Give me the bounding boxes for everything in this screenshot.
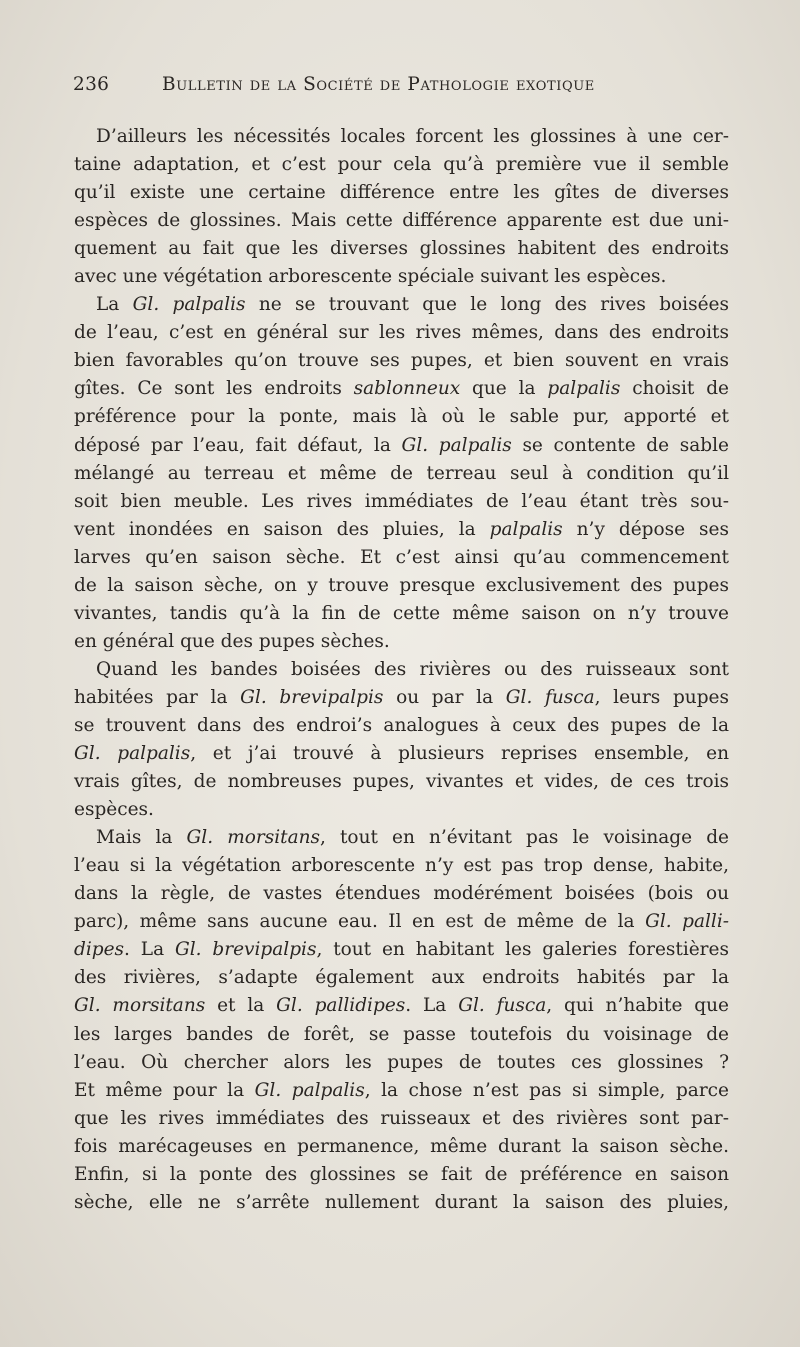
text-line [74,656,729,684]
text-segment: fois marécageuses en permanence, même durant la saison sèche. [74,1135,729,1157]
text-line [74,880,729,908]
text-segment: vent inondées en saison des pluies, la [74,518,490,540]
page-number: 236 [73,74,110,95]
text-line [74,516,729,544]
text-line [74,291,729,319]
text-segment: ’ [356,714,363,736]
text-segment: , leurs pupes [594,686,729,708]
text-line [74,1049,729,1077]
text-segment: mélangé au terreau et même de terreau seul à condition qu’il [74,462,729,484]
text-segment: s analogues à ceux des pupes de la [362,714,729,736]
text-line [74,544,729,572]
text-line [74,572,729,600]
italic-text: Gl. morsitans [74,995,206,1017]
text-segment: , qui n’habite que [546,995,729,1017]
text-segment: La [96,294,133,316]
text-segment: habitées par la [74,686,241,708]
italic-text: Gl. brevipalpis [240,686,384,708]
text-segment: choisit de [620,378,729,400]
italic-text: Gl. brevipalpis [174,939,317,961]
text-line [74,824,729,852]
text-segment: se trouvent dans des endroi [74,714,357,736]
text-segment: espèces de glossines. Mais cette différence apparente est due uni- [74,210,729,232]
text-segment: . La [405,995,459,1017]
text-segment: des rivières, s’adapte également aux endroits habités par la [74,967,729,989]
text-line [74,460,729,488]
text-segment: Mais la [96,827,187,849]
italic-text: Gl. palpalis [254,1079,365,1101]
running-title: Bulletin de la Société de Pathologie exotique [162,74,595,95]
text-line [74,740,729,768]
text-segment: vrais gîtes, de nombreuses pupes, vivantes et vides, de ces trois [74,771,729,793]
text-segment: taine adaptation, et c’est pour cela qu’à première vue il semble [74,154,729,176]
text-segment: soit bien meuble. Les rives immédiates de l’eau étant très sou- [74,490,729,512]
text-line [74,488,729,516]
text-line [74,628,729,656]
text-line [74,432,729,460]
italic-text: Gl. fusca [505,686,595,708]
text-line [74,319,729,347]
italic-text: palpalis [489,518,563,540]
text-segment: quement au fait que les diverses glossines habitent des endroits [74,238,729,260]
text-segment: de la saison sèche, on y trouve presque exclusivement des pupes [74,574,729,596]
text-segment: l’eau. Où chercher alors les pupes de toutes ces glossines ? [74,1051,729,1073]
text-segment: ou par la [383,686,506,708]
text-line [74,936,729,964]
text-segment: larves qu’en saison sèche. Et c’est ainsi qu’au commencement [74,546,729,568]
text-line [74,1133,729,1161]
text-segment: de l’eau, c’est en général sur les rives mêmes, dans des endroits [74,322,729,344]
text-line [74,964,729,992]
body-text [74,123,729,1217]
text-segment: que la [460,378,548,400]
text-line [74,712,729,740]
text-segment: se contente de sable [511,434,729,456]
text-segment: n’y dépose ses [562,518,729,540]
text-line [74,179,729,207]
text-line [74,347,729,375]
italic-text: Gl. pallidipes [276,995,406,1017]
text-line [74,1161,729,1189]
text-segment: , et j’ai trouvé à plusieurs reprises ensemble, en [190,743,730,765]
italic-text: Gl. palpalis [74,743,191,765]
text-line [74,263,729,291]
text-segment: déposé par l’eau, fait défaut, la [74,434,402,456]
text-line [74,403,729,431]
italic-text: Gl. fusca [458,995,547,1017]
text-segment: avec une végétation arborescente spéciale suivant les espèces. [74,266,667,288]
text-segment: espèces. [74,799,154,821]
text-line [74,992,729,1020]
text-segment: , tout en habitant les galeries forestières [316,939,729,961]
text-segment: . La [124,939,175,961]
text-line [74,1189,729,1217]
text-segment: vivantes, tandis qu’à la fin de cette même saison on n’y trouve [74,602,729,624]
text-line [74,796,729,824]
text-segment: qu’il existe une certaine différence entre les gîtes de diverses [74,182,729,204]
text-segment: les larges bandes de forêt, se passe toutefois du voisinage de [74,1023,729,1045]
italic-text: Gl. palpalis [401,434,512,456]
text-line [74,600,729,628]
text-line [74,768,729,796]
text-segment: gîtes. Ce sont les endroits [74,378,354,400]
text-line [74,123,729,151]
text-segment: bien favorables qu’on trouve ses pupes, et bien souvent en vrais [74,350,729,372]
italic-text: sablonneux [353,378,461,400]
text-segment: , tout en n’évitant pas le voisinage de [320,827,729,849]
text-segment: que les rives immédiates des ruisseaux et des rivières sont par- [74,1107,729,1129]
text-line [74,684,729,712]
text-line [74,1105,729,1133]
text-line [74,1021,729,1049]
text-segment: l’eau si la végétation arborescente n’y est pas trop dense, habite, [74,855,729,877]
italic-text: palpalis [547,378,621,400]
text-segment: D’ailleurs les nécessités locales forcent les glossines à une cer- [96,126,729,147]
text-segment: Et même pour la [74,1079,255,1101]
text-line [74,207,729,235]
text-line [74,852,729,880]
text-segment: ne se trouvant que le long des rives boisées [245,294,729,316]
text-segment: , la chose n’est pas si simple, parce [364,1079,729,1101]
text-segment: sèche, elle ne s’arrête nullement durant la saison des pluies, [74,1191,729,1213]
italic-text: Gl. palpalis [132,294,246,316]
text-segment: Enfin, si la ponte des glossines se fait de préférence en saison [74,1163,729,1185]
text-segment: Quand les bandes boisées des rivières ou des ruisseaux sont [96,658,729,680]
text-segment: dans la règle, de vastes étendues modérément boisées (bois ou [74,883,729,905]
text-line [74,151,729,179]
text-line [74,908,729,936]
text-line [74,375,729,403]
text-segment: en général que des pupes sèches. [74,630,390,652]
italic-text: dipes [74,939,125,961]
text-segment: parc), même sans aucune eau. Il en est de même de la [74,911,646,933]
italic-text: Gl. palli- [645,911,729,933]
text-segment: et la [205,995,277,1017]
text-line [74,235,729,263]
text-segment: préférence pour la ponte, mais là où le sable pur, apporté et [74,406,729,428]
text-line [74,1077,729,1105]
italic-text: Gl. morsitans [186,827,321,849]
